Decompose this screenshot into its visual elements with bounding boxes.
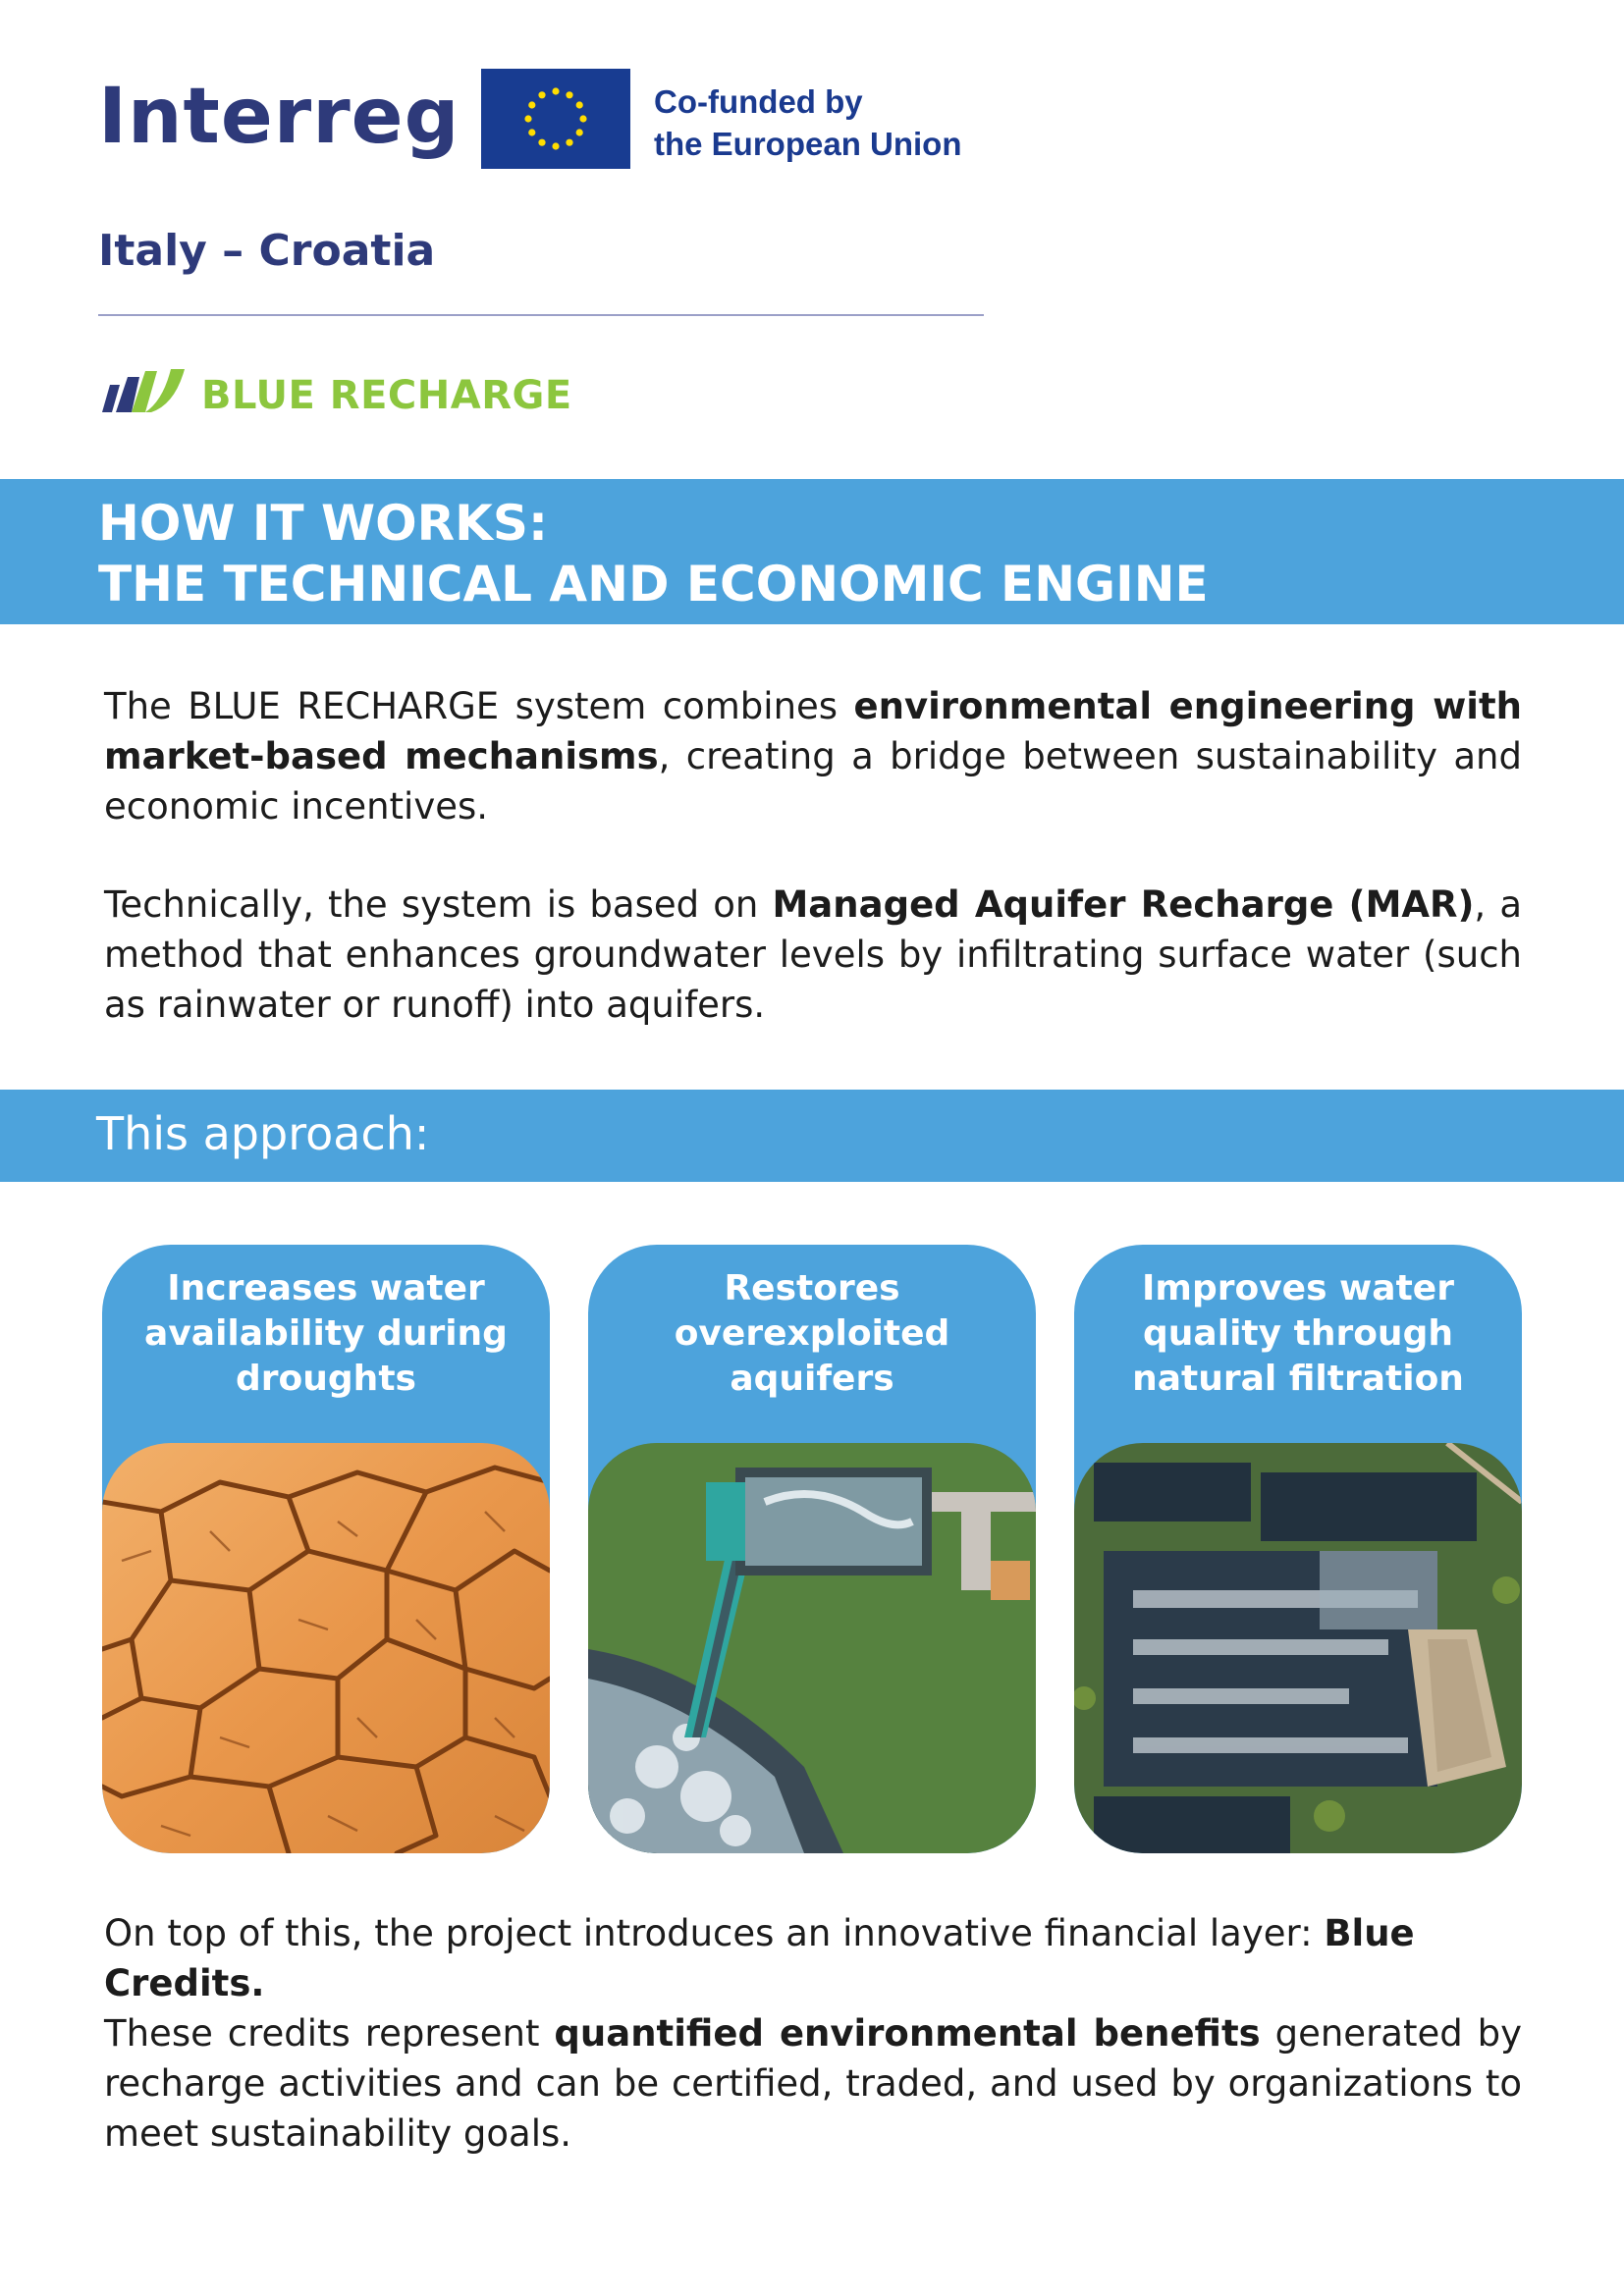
section-title-line-2: THE TECHNICAL AND ECONOMIC ENGINE (98, 556, 1209, 613)
text-run: , a method that enhances groundwater levels by infiltrating surface water (such as rainwater or runoff) into aquifers. (104, 883, 1522, 1026)
card-aquifers (588, 1245, 1036, 1853)
bold-run: quantified environmental benefits (554, 2012, 1261, 2055)
filtration-ponds-image (1074, 1443, 1522, 1853)
text-run: Technically, the system is based on (104, 883, 773, 926)
eu-cofunded-text (654, 80, 962, 165)
eu-line-1: Co-funded by (654, 83, 863, 120)
treatment-channel-image (588, 1443, 1036, 1853)
approach-label: This approach: (96, 1107, 430, 1160)
blue-recharge-logo-icon (102, 363, 185, 414)
card-filtration (1074, 1245, 1522, 1853)
section-title-line-1: HOW IT WORKS: (98, 495, 548, 552)
bold-run: environmental engineering with market-based mechanisms (104, 685, 1522, 777)
text-run: generated by recharge activities and can be certified, traded, and used by organizations to meet sustainability goals. (104, 2012, 1522, 2155)
text-run: , creating a bridge between sustainability and economic incentives. (104, 735, 1522, 828)
intro-paragraph-2 (104, 880, 1522, 1030)
section-title (98, 493, 1209, 614)
text-run: On top of this, the project introduces an innovative financial layer: (104, 1912, 1325, 1954)
bold-run: Managed Aquifer Recharge (MAR) (772, 883, 1475, 926)
project-name: BLUE RECHARGE (201, 373, 572, 418)
header-divider (98, 314, 984, 316)
closing-paragraph-2 (104, 2008, 1522, 2159)
closing-paragraph-1 (104, 1908, 1522, 2008)
eu-line-2: the European Union (654, 126, 962, 162)
text-run: The BLUE RECHARGE system combines (104, 685, 854, 727)
interreg-logo: Interreg (98, 73, 460, 161)
bold-run: Blue Credits. (104, 1912, 1415, 2004)
card-droughts (102, 1245, 550, 1853)
card-title: Increases water availability during droughts (144, 1268, 508, 1399)
eu-flag-icon (481, 69, 630, 169)
text-run: These credits represent (104, 2012, 555, 2055)
card-title: Improves water quality through natural filtration (1132, 1268, 1464, 1399)
program-name: Italy – Croatia (98, 226, 436, 276)
card-title: Restores overexploited aquifers (674, 1268, 950, 1399)
cracked-soil-image (102, 1443, 550, 1853)
intro-paragraph-1 (104, 681, 1522, 831)
